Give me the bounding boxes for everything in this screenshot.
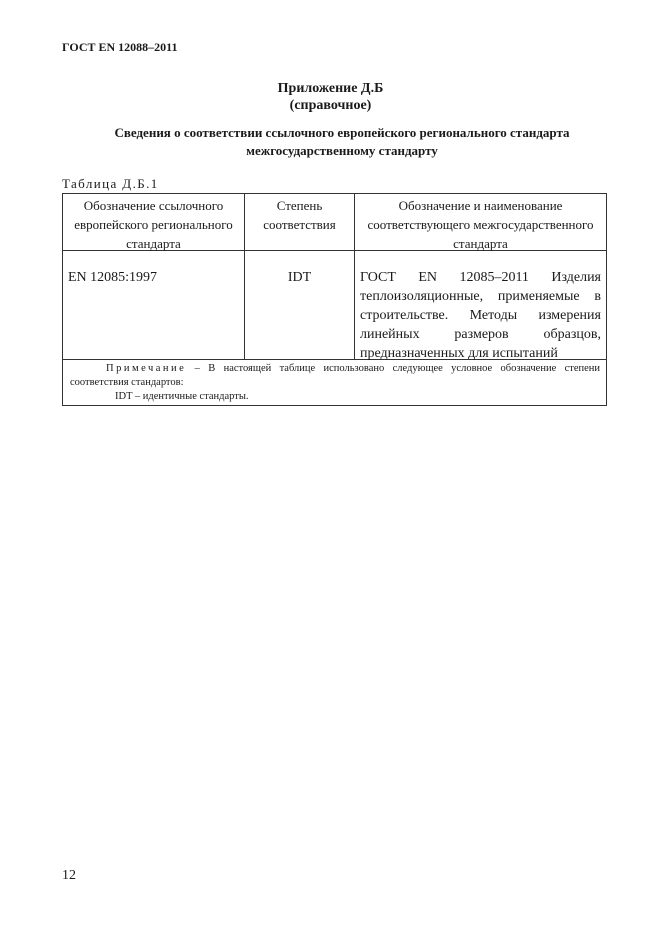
cell-interstate-standard: ГОСТ EN 12085–2011 Изделия теплоизоляционные, применяемые в строительстве. Методы измерения линейных размеров образцов, предназначенных для испытаний [360, 270, 601, 361]
section-title: Сведения о соответствии ссылочного европейского регионального стандарта межгосударственному стандарту [114, 125, 570, 158]
table-row [63, 251, 606, 360]
appendix-title: Приложение Д.Б [277, 81, 384, 96]
page-number: 12 [62, 868, 76, 883]
table-note [63, 360, 606, 405]
column-header-reference: Обозначение ссылочного европейского регионального стандарта [63, 194, 245, 250]
appendix-subtitle: (справочное) [289, 98, 372, 113]
note-legend: IDT – идентичные стандарты. [115, 391, 249, 402]
note-label: Примечание [106, 363, 187, 374]
document-header: ГОСТ EN 12088–2011 [62, 40, 178, 54]
cell-reference-standard: EN 12085:1997 [63, 251, 245, 359]
table-header-row [63, 194, 606, 251]
column-header-interstate: Обозначение и наименование соответствующего межгосударственного стандарта [367, 198, 594, 251]
correspondence-table [62, 193, 607, 406]
column-header-degree: Степень соответствия [245, 194, 355, 250]
table-caption: Таблица Д.Б.1 [62, 176, 159, 191]
note-text: – В настоящей таблице использовано следующее условное обозначение степени соответствия стандартов: [70, 363, 600, 388]
cell-degree: IDT [245, 251, 355, 359]
